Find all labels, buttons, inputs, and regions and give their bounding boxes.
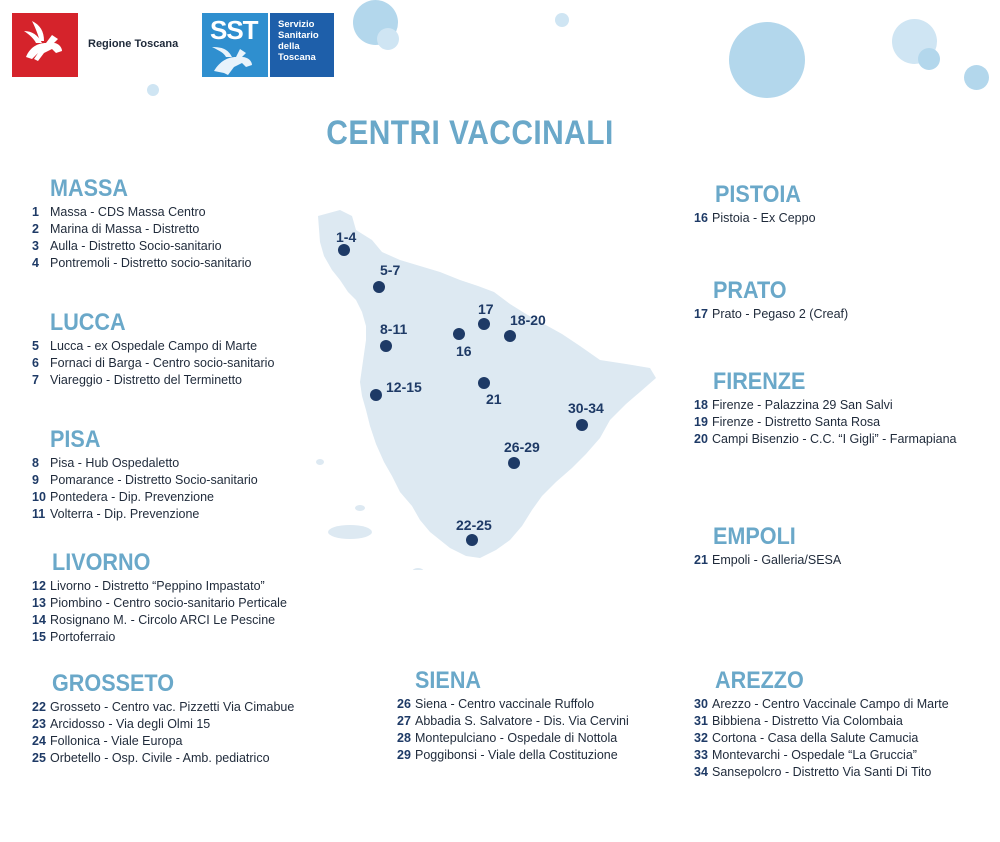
sst-logo (202, 13, 268, 77)
center-name: Pistoia - Ex Ceppo (712, 211, 816, 225)
sst-name-line: della (278, 41, 300, 52)
section-title: GROSSETO (52, 670, 175, 697)
center-number: 19 (694, 415, 708, 429)
list-item (32, 255, 251, 272)
pin-30-34 (576, 419, 588, 431)
section-prato (694, 278, 848, 323)
list-item (32, 338, 274, 355)
pin-18-20 (504, 330, 516, 342)
pegasus-icon (12, 13, 78, 77)
list-item (32, 733, 294, 750)
center-number: 13 (32, 596, 46, 610)
entry-list (32, 338, 274, 389)
list-item (32, 716, 294, 733)
center-number: 18 (694, 398, 708, 412)
list-item (32, 455, 258, 472)
section-title: PISA (50, 426, 101, 453)
center-name: Marina di Massa - Distretto (50, 222, 200, 236)
list-item (397, 747, 629, 764)
section-firenze (694, 369, 957, 448)
map-label: 30-34 (568, 400, 604, 416)
pin-17 (478, 318, 490, 330)
section-title: PISTOIA (715, 181, 802, 208)
section-title: PRATO (713, 277, 787, 304)
center-name: Piombino - Centro socio-sanitario Perticale (50, 596, 287, 610)
pin-16 (453, 328, 465, 340)
center-name: Volterra - Dip. Prevenzione (50, 507, 200, 521)
entry-list (694, 696, 949, 781)
center-number: 4 (32, 256, 39, 270)
section-title: LUCCA (50, 309, 126, 336)
list-item (32, 578, 287, 595)
list-item (32, 355, 274, 372)
center-name: Bibbiena - Distretto Via Colombaia (712, 714, 903, 728)
list-item (32, 595, 287, 612)
center-name: Follonica - Viale Europa (50, 734, 183, 748)
center-name: Portoferraio (50, 630, 116, 644)
decor-bubble (555, 13, 569, 27)
center-number: 7 (32, 373, 39, 387)
section-title: AREZZO (715, 667, 804, 694)
center-number: 15 (32, 630, 46, 644)
list-item (32, 506, 258, 523)
map-label: 8-11 (380, 321, 408, 337)
center-name: Empoli - Galleria/SESA (712, 553, 842, 567)
section-massa (32, 176, 251, 272)
entry-list (694, 306, 848, 323)
center-number: 21 (694, 553, 708, 567)
center-name: Grosseto - Centro vac. Pizzetti Via Cimabue (50, 700, 295, 714)
section-arezzo (694, 668, 949, 781)
decor-bubble (147, 84, 159, 96)
center-name: Poggibonsi - Viale della Costituzione (415, 748, 618, 762)
island-small (316, 459, 324, 465)
center-name: Pomarance - Distretto Socio-sanitario (50, 473, 258, 487)
center-name: Pisa - Hub Ospedaletto (50, 456, 180, 470)
island-elba (328, 525, 372, 539)
entry-list (397, 696, 629, 764)
list-item (32, 612, 287, 629)
center-number: 25 (32, 751, 46, 765)
list-item (397, 696, 629, 713)
center-number: 22 (32, 700, 46, 714)
center-name: Viareggio - Distretto del Terminetto (50, 373, 242, 387)
list-item (694, 306, 848, 323)
entry-list (694, 397, 957, 448)
center-number: 34 (694, 765, 708, 779)
section-grosseto (32, 671, 294, 767)
list-item (694, 713, 949, 730)
center-name: Siena - Centro vaccinale Ruffolo (415, 697, 595, 711)
center-name: Campi Bisenzio - C.C. “I Gigli” - Farmapiana (712, 432, 957, 446)
list-item (694, 431, 957, 448)
center-number: 6 (32, 356, 39, 370)
center-number: 17 (694, 307, 708, 321)
entry-list (32, 578, 287, 646)
list-item (32, 221, 251, 238)
center-name: Orbetello - Osp. Civile - Amb. pediatrico (50, 751, 270, 765)
list-item (694, 414, 957, 431)
section-title: FIRENZE (713, 368, 806, 395)
center-name: Montepulciano - Ospedale di Nottola (415, 731, 618, 745)
list-item (32, 472, 258, 489)
pin-8-11 (380, 340, 392, 352)
map-label: 12-15 (386, 379, 422, 395)
entry-list (694, 552, 841, 569)
center-number: 16 (694, 211, 708, 225)
list-item (32, 238, 251, 255)
section-siena (397, 668, 629, 764)
map-label: 1-4 (336, 229, 357, 245)
map-label: 5-7 (380, 262, 401, 278)
center-number: 30 (694, 697, 708, 711)
map-label: 18-20 (510, 312, 546, 328)
center-name: Montevarchi - Ospedale “La Gruccia” (712, 748, 917, 762)
section-title: SIENA (415, 667, 482, 694)
center-number: 2 (32, 222, 39, 236)
center-name: Pontremoli - Distretto socio-sanitario (50, 256, 252, 270)
list-item (694, 747, 949, 764)
center-name: Cortona - Casa della Salute Camucia (712, 731, 919, 745)
center-name: Rosignano M. - Circolo ARCI Le Pescine (50, 613, 276, 627)
center-number: 5 (32, 339, 39, 353)
center-number: 14 (32, 613, 46, 627)
list-item (694, 210, 816, 227)
list-item (694, 730, 949, 747)
map-label: 22-25 (456, 517, 492, 533)
map-label: 17 (478, 301, 494, 317)
island-small (355, 505, 365, 511)
decor-bubble (377, 28, 399, 50)
center-number: 31 (694, 714, 708, 728)
section-title: MASSA (50, 175, 129, 202)
sst-name-line: Servizio (278, 19, 315, 30)
map-label: 16 (456, 343, 472, 359)
center-name: Lucca - ex Ospedale Campo di Marte (50, 339, 258, 353)
section-title: EMPOLI (713, 523, 796, 550)
pin-26-29 (508, 457, 520, 469)
list-item (397, 713, 629, 730)
region-name: Regione Toscana (88, 38, 179, 50)
list-item (32, 489, 258, 506)
list-item (397, 730, 629, 747)
list-item (32, 204, 251, 221)
pin-21 (478, 377, 490, 389)
pegasus-icon (208, 41, 264, 77)
center-name: Prato - Pegaso 2 (Creaf) (712, 307, 849, 321)
center-name: Arcidosso - Via degli Olmi 15 (50, 717, 211, 731)
entry-list (694, 210, 816, 227)
entry-list (32, 699, 294, 767)
center-number: 1 (32, 205, 39, 219)
decor-bubble (964, 65, 989, 90)
center-name: Arezzo - Centro Vaccinale Campo di Marte (712, 697, 949, 711)
entry-list (32, 204, 251, 272)
center-number: 28 (397, 731, 411, 745)
pin-12-15 (370, 389, 382, 401)
list-item (32, 372, 274, 389)
map-label: 21 (486, 391, 502, 407)
center-number: 11 (32, 507, 46, 521)
center-number: 27 (397, 714, 411, 728)
center-name: Sansepolcro - Distretto Via Santi Di Tito (712, 765, 932, 779)
center-number: 32 (694, 731, 708, 745)
list-item (694, 696, 949, 713)
island-small (412, 568, 424, 570)
center-number: 9 (32, 473, 39, 487)
center-number: 24 (32, 734, 46, 748)
list-item (32, 750, 294, 767)
entry-list (32, 455, 258, 523)
center-number: 20 (694, 432, 708, 446)
center-number: 8 (32, 456, 39, 470)
sst-name-line: Sanitario (278, 30, 319, 41)
center-number: 10 (32, 490, 46, 504)
map-label: 26-29 (504, 439, 540, 455)
center-name: Abbadia S. Salvatore - Dis. Via Cervini (415, 714, 629, 728)
center-number: 33 (694, 748, 708, 762)
center-number: 3 (32, 239, 39, 253)
sst-name (278, 19, 319, 63)
pin-5-7 (373, 281, 385, 293)
regione-toscana-logo (12, 13, 78, 77)
section-lucca (32, 310, 274, 389)
section-pisa (32, 427, 258, 523)
center-number: 29 (397, 748, 411, 762)
center-number: 12 (32, 579, 46, 593)
center-name: Livorno - Distretto “Peppino Impastato” (50, 579, 265, 593)
list-item (694, 397, 957, 414)
center-name: Pontedera - Dip. Prevenzione (50, 490, 214, 504)
center-name: Massa - CDS Massa Centro (50, 205, 206, 219)
list-item (32, 699, 294, 716)
pin-22-25 (466, 534, 478, 546)
section-title: LIVORNO (52, 549, 151, 576)
sst-name-box (270, 13, 334, 77)
page-title: CENTRI VACCINALI (326, 114, 614, 152)
sst-name-line: Toscana (278, 52, 316, 63)
center-name: Firenze - Palazzina 29 San Salvi (712, 398, 893, 412)
section-pistoia (694, 182, 816, 227)
list-item (32, 629, 287, 646)
sst-abbrev: SST (210, 15, 258, 45)
center-name: Fornaci di Barga - Centro socio-sanitario (50, 356, 275, 370)
list-item (694, 552, 841, 569)
center-number: 26 (397, 697, 411, 711)
decor-bubble (918, 48, 940, 70)
pin-1-4 (338, 244, 350, 256)
list-item (694, 764, 949, 781)
section-empoli (694, 524, 841, 569)
center-name: Firenze - Distretto Santa Rosa (712, 415, 881, 429)
tuscany-map (300, 200, 660, 570)
decor-bubble (729, 22, 805, 98)
section-livorno (32, 550, 287, 646)
center-name: Aulla - Distretto Socio-sanitario (50, 239, 222, 253)
center-number: 23 (32, 717, 46, 731)
